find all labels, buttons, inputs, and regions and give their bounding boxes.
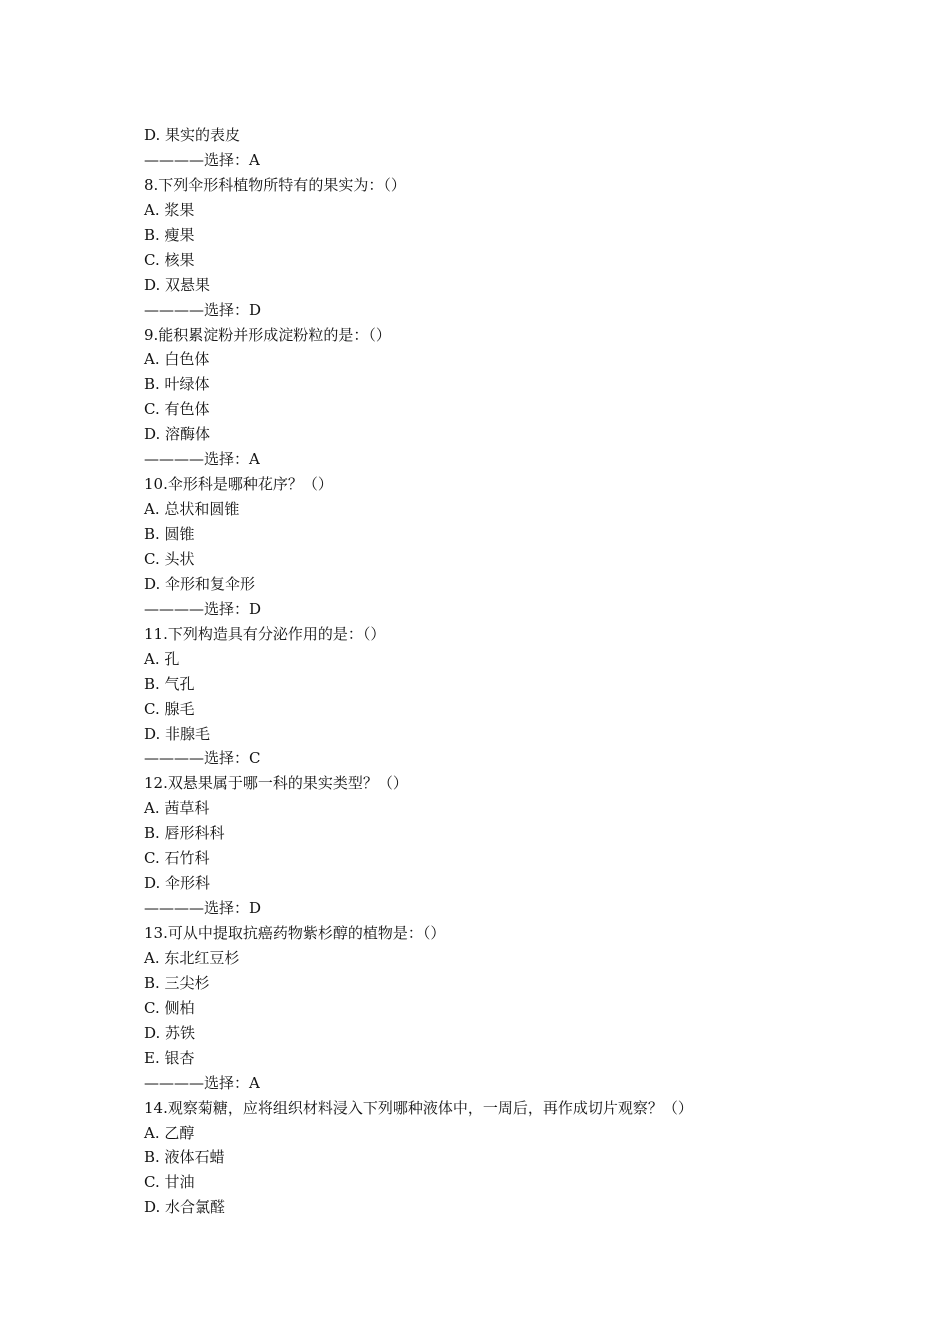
option-d: D. 非腺毛: [144, 724, 211, 743]
option-b: B. 圆锥: [144, 525, 195, 543]
option-c: C. 腺毛: [144, 699, 195, 718]
question-8: 8.下列伞形科植物所特有的果实为：（）: [144, 175, 406, 194]
question-9: 9.能积累淀粉并形成淀粉粒的是：（）: [144, 325, 391, 344]
option-a: A. 茜草科: [144, 799, 210, 818]
option-a: A. 乙醇: [144, 1123, 195, 1142]
option-c: C. 有色体: [144, 400, 210, 419]
answer-line: ————选择：A: [144, 450, 260, 469]
answer-line: ————选择：C: [144, 749, 261, 768]
answer-line: ————选择：A: [144, 1073, 260, 1092]
option-b: B. 三尖杉: [144, 973, 210, 992]
option-b: B. 液体石蜡: [144, 1148, 225, 1167]
option-d: D. 伞形科: [144, 874, 211, 893]
option-b: B. 唇形科科: [144, 824, 225, 843]
question-11: 11.下列构造具有分泌作用的是：（）: [144, 624, 386, 643]
option-c: C. 石竹科: [144, 849, 210, 868]
option-a: A. 白色体: [144, 350, 210, 369]
answer-line: ————选择：A: [144, 150, 260, 169]
option-c: C. 侧柏: [144, 998, 195, 1017]
option-c: C. 甘油: [144, 1173, 195, 1192]
option-b: B. 瘦果: [144, 225, 195, 244]
question-list: [144, 123, 844, 1220]
option-a: A. 浆果: [144, 200, 195, 219]
answer-line: ————选择：D: [144, 899, 262, 918]
option-d: D. 果实的表皮: [144, 126, 241, 144]
option-e: E. 银杏: [144, 1048, 195, 1067]
option-c: C. 核果: [144, 250, 195, 269]
question-10: 10.伞形科是哪种花序？（）: [144, 475, 333, 494]
option-c: C. 头状: [144, 549, 195, 568]
question-12: 12.双悬果属于哪一科的果实类型？（）: [144, 774, 408, 793]
option-d: D. 溶酶体: [144, 425, 211, 444]
option-d: D. 苏铁: [144, 1023, 196, 1042]
option-a: A. 东北红豆杉: [144, 948, 240, 967]
option-b: B. 气孔: [144, 674, 195, 693]
option-d: D. 伞形和复伞形: [144, 574, 256, 593]
answer-line: ————选择：D: [144, 599, 262, 618]
option-d: D. 双悬果: [144, 275, 211, 294]
option-b: B. 叶绿体: [144, 375, 210, 394]
answer-line: ————选择：D: [144, 300, 262, 319]
option-d: D. 水合氯醛: [144, 1198, 226, 1217]
option-a: A. 孔: [144, 649, 180, 668]
question-14: 14.观察菊糖，应将组织材料浸入下列哪种液体中，一周后，再作成切片观察？（）: [144, 1098, 693, 1117]
question-13: 13.可从中提取抗癌药物紫杉醇的植物是：（）: [144, 924, 446, 942]
option-a: A. 总状和圆锥: [144, 500, 240, 519]
